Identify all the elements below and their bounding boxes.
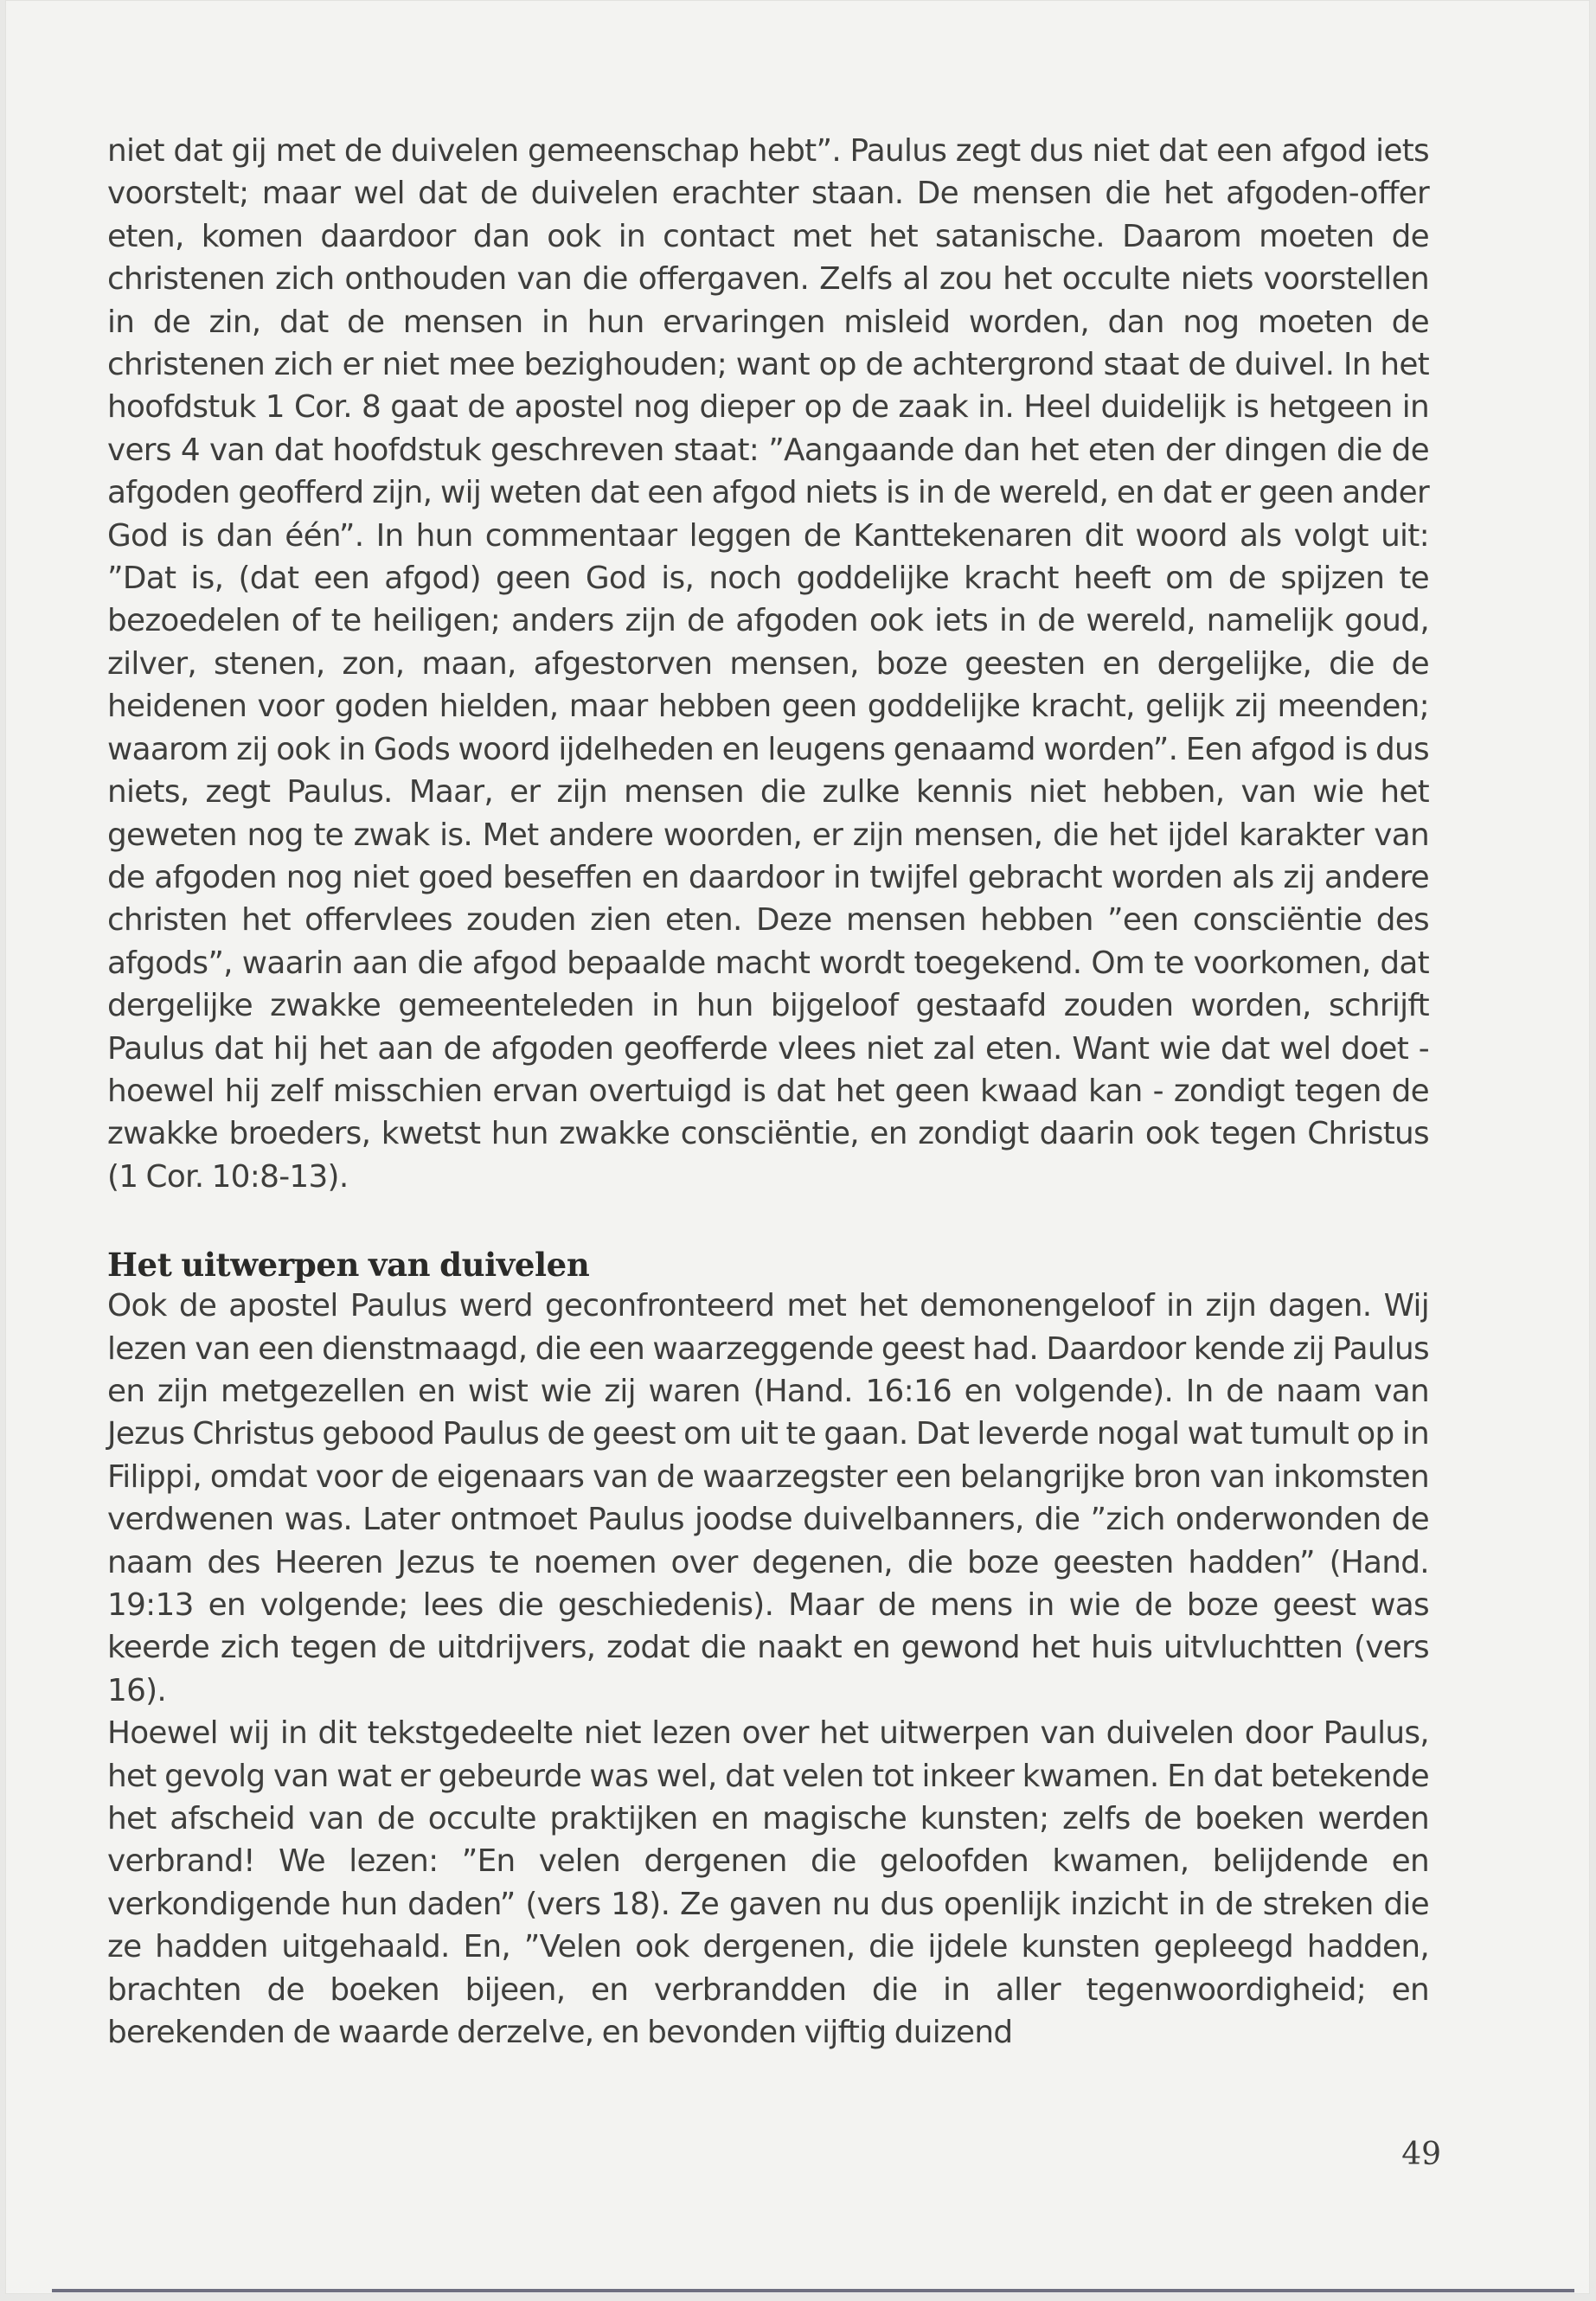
paragraph-demon-belief: Ook de apostel Paulus werd geconfronteerd met het demonengeloof in zijn dagen. Wij lezen van een dienstmaagd, die een waarzeggende geest had. Daardoor kende zij Paulus en zijn metgezellen en wist wie zij waren (Hand. 16:16 en volgende). In de naam van Jezus Christus gebood Paulus de geest om uit te gaan. Dat leverde nogal wat tumult op in Filippi, omdat voor de eigenaars van de waarzegster een belangrijke bron van inkomsten verdwenen was. Later ontmoet Paulus joodse duivelbanners, die ”zich onderwonden de naam des Heeren Jezus te noemen over degenen, die boze geesten hadden” (Hand. 19:13 en volgende; lees die geschiedenis). Maar de mens in wie de boze geest was keerde zich tegen de uitdrijvers, zodat die naakt en gewond het huis uitvluchtten (vers 16).	[107, 1288, 1429, 1708]
bottom-edge-line	[52, 2289, 1574, 2292]
book-page	[5, 0, 1590, 2294]
paragraph-books-burned: Hoewel wij in dit tekstgedeelte niet lezen over het uitwerpen van duivelen door Paulus, het gevolg van wat er gebeurde was wel, dat velen tot inkeer kwamen. En dat betekende het afscheid van de occulte praktijken en magische kunsten; zelfs de boeken werden verbrand! We lezen: ”En velen dergenen die geloofden kwamen, belijdende en verkondigende hun daden” (vers 18). Ze gaven nu dus openlijk inzicht in de streken die ze hadden uitgehaald. En, ”Velen ook dergenen, die ijdele kunsten gepleegd hadden, brachten de boeken bijeen, en verbrandden die in aller tegenwoordigheid; en berekenden de waarde derzelve, en bevonden vijftig duizend	[107, 1715, 1429, 2051]
section-heading: Het uitwerpen van duivelen	[107, 1246, 590, 1285]
paragraph-idol-offerings: niet dat gij met de duivelen gemeenschap hebt”. Paulus zegt dus niet dat een afgod iets voorstelt; maar wel dat de duivelen erachter staan. De mensen die het afgoden-offer eten, komen daardoor dan ook in contact met het satanische. Daarom moeten de christenen zich onthouden van die offergaven. Zelfs al zou het occulte niets voorstellen in de zin, dat de mensen in hun ervaringen misleid worden, dan nog moeten de christenen zich er niet mee bezighouden; want op de achtergrond staat de duivel. In het hoofdstuk 1 Cor. 8 gaat de apostel nog dieper op de zaak in. Heel duidelijk is hetgeen in vers 4 van dat hoofdstuk geschreven staat: ”Aangaande dan het eten der dingen die de afgoden geofferd zijn, wij weten dat een afgod niets is in de wereld, en dat er geen ander God is dan één”. In hun commentaar leggen de Kanttekenaren dit woord als volgt uit: ”Dat is, (dat een afgod) geen God is, noch goddelijke kracht heeft om de spijzen te bezoedelen of te heiligen; anders zijn de afgoden ook iets in de wereld, namelijk goud, zilver, stenen, zon, maan, afgestorven mensen, boze geesten en dergelijke, die de heidenen voor goden hielden, maar hebben geen goddelijke kracht, gelijk zij meenden; waarom zij ook in Gods woord ijdelheden en leugens genaamd worden”. Een afgod is dus niets, zegt Paulus. Maar, er zijn mensen die zulke kennis niet hebben, van wie het geweten nog te zwak is. Met andere woorden, er zijn mensen, die het ijdel karakter van de afgoden nog niet goed beseffen en daardoor in twijfel gebracht worden als zij andere christen het offervlees zouden zien eten. Deze mensen hebben ”een consciëntie des afgods”, waarin aan die afgod bepaalde macht wordt toegekend. Om te voorkomen, dat dergelijke zwakke gemeenteleden in hun bijgeloof gestaafd zouden worden, schrijft Paulus dat hij het aan de afgoden geofferde vlees niet zal eten. Want wie dat wel doet - hoewel hij zelf misschien ervan overtuigd is dat het geen kwaad kan - zondigt tegen de zwakke broeders, kwetst hun zwakke consciëntie, en zondigt daarin ook tegen Christus (1 Cor. 10:8-13).	[107, 133, 1429, 1195]
page-number: 49	[1401, 2137, 1441, 2172]
body-text	[107, 130, 1429, 2054]
